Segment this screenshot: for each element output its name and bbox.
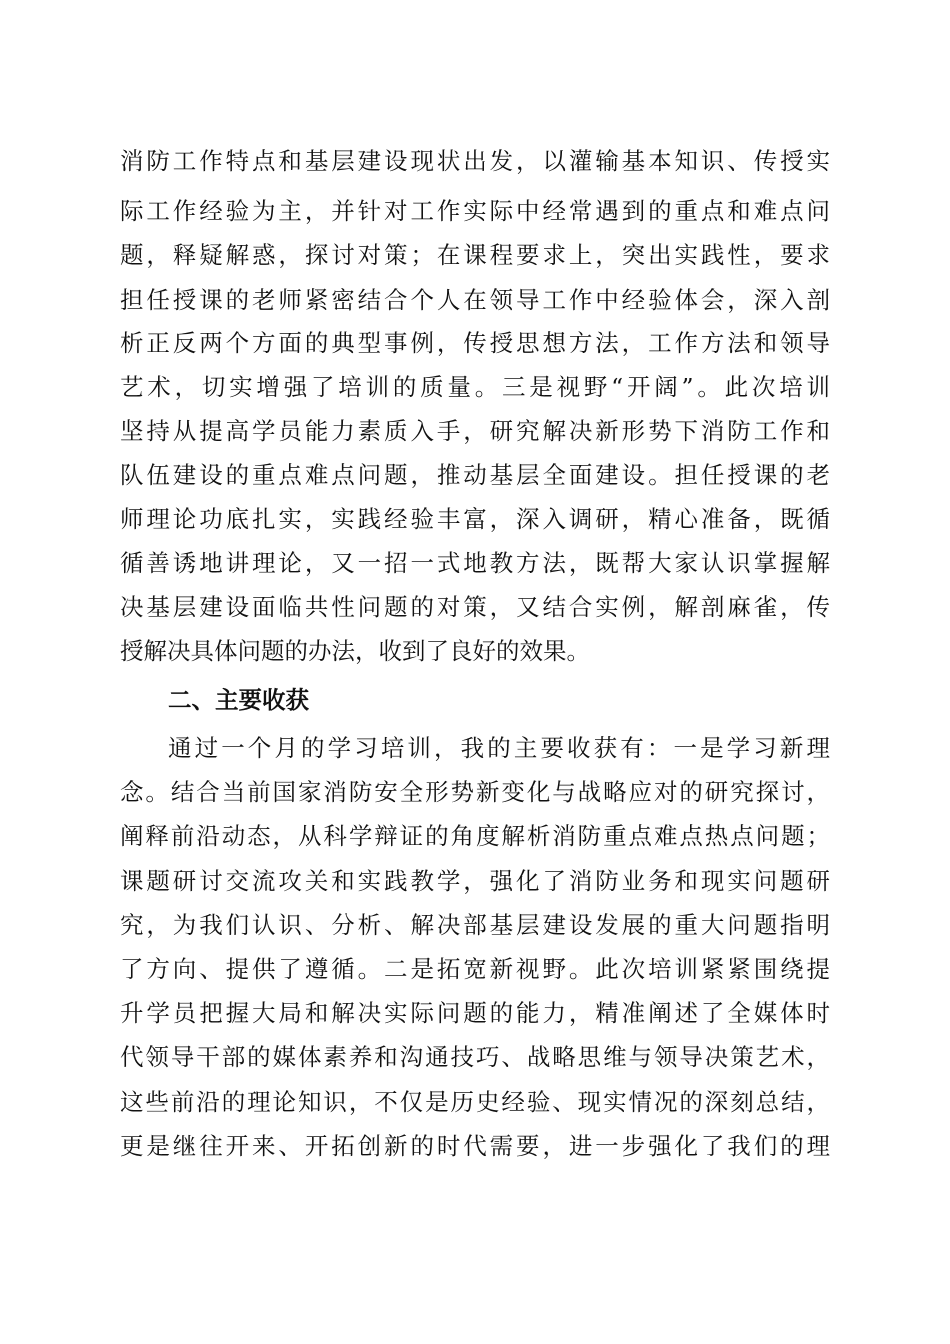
text-line: 升学员把握大局和解决实际问题的能力，精准阐述了全媒体时 (120, 999, 830, 1027)
text-line: 循善诱地讲理论，又一招一式地教方法，既帮大家认识掌握解 (120, 549, 830, 577)
text-line: 队伍建设的重点难点问题，推动基层全面建设。担任授课的老 (120, 461, 830, 489)
text-line: 更是继往开来、开拓创新的时代需要，进一步强化了我们的理 (120, 1132, 830, 1160)
text-line: 念。结合当前国家消防安全形势新变化与战略应对的研究探讨， (120, 778, 830, 806)
text-line: 通过一个月的学习培训，我的主要收获有：一是学习新理 (168, 734, 830, 762)
section-heading: 二、主要收获 (168, 686, 309, 714)
text-line: 际工作经验为主，并针对工作实际中经常遇到的重点和难点问 (120, 197, 830, 225)
text-line: 艺术，切实增强了培训的质量。三是视野“开阔”。此次培训 (120, 373, 830, 401)
text-line: 坚持从提高学员能力素质入手，研究解决新形势下消防工作和 (120, 417, 830, 445)
text-line: 了方向、提供了遵循。二是拓宽新视野。此次培训紧紧围绕提 (120, 955, 830, 983)
text-line: 这些前沿的理论知识，不仅是历史经验、现实情况的深刻总结， (120, 1088, 830, 1116)
text-line: 决基层建设面临共性问题的对策，又结合实例，解剖麻雀，传 (120, 593, 830, 621)
text-line: 析正反两个方面的典型事例，传授思想方法，工作方法和领导 (120, 329, 830, 357)
text-line: 题，释疑解惑，探讨对策；在课程要求上，突出实践性，要求 (120, 241, 830, 269)
text-line: 消防工作特点和基层建设现状出发，以灌输基本知识、传授实 (120, 147, 830, 175)
text-line: 师理论功底扎实，实践经验丰富，深入调研，精心准备，既循 (120, 505, 830, 533)
text-line: 究，为我们认识、分析、解决部基层建设发展的重大问题指明 (120, 911, 830, 939)
text-line: 课题研讨交流攻关和实践教学，强化了消防业务和现实问题研 (120, 867, 830, 895)
text-line: 授解决具体问题的办法，收到了良好的效果。 (120, 637, 590, 665)
text-line: 阐释前沿动态，从科学辩证的角度解析消防重点难点热点问题； (120, 822, 830, 850)
text-line: 代领导干部的媒体素养和沟通技巧、战略思维与领导决策艺术， (120, 1043, 830, 1071)
text-line: 担任授课的老师紧密结合个人在领导工作中经验体会，深入剖 (120, 286, 830, 314)
